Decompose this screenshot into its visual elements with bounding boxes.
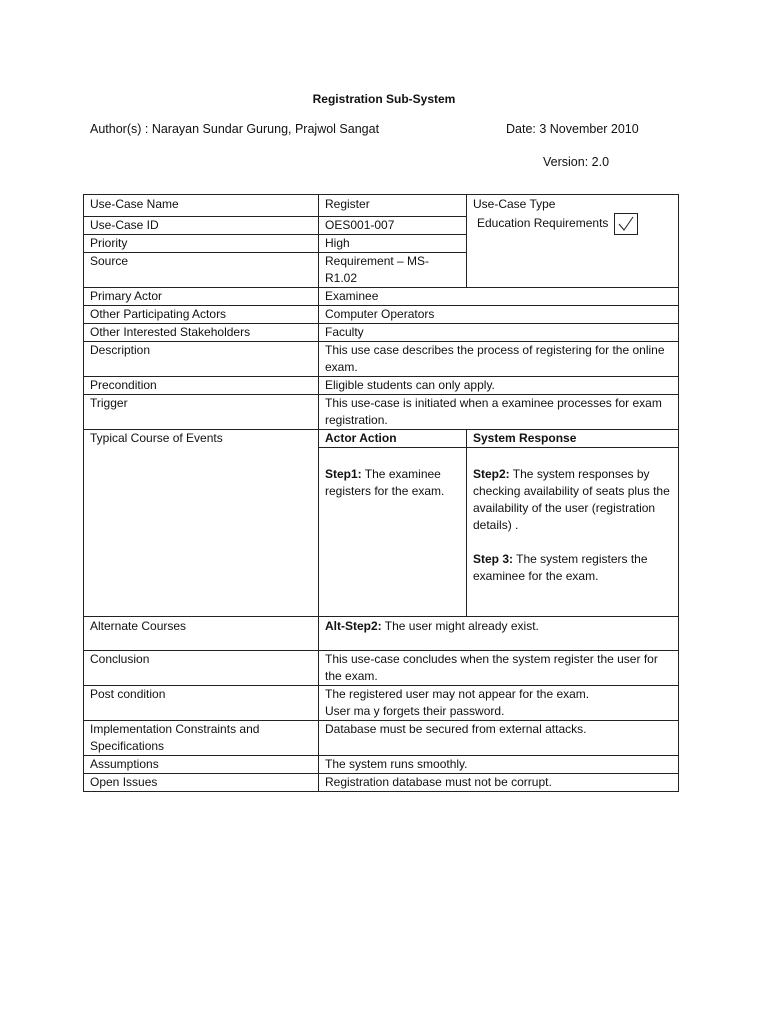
alternate-courses-label: Alternate Courses: [84, 617, 319, 651]
step2: Step2: The system responses by checking availability of seats plus the availability of the user (registration details) .: [473, 467, 670, 532]
stakeholders-value: Faculty: [319, 324, 679, 342]
alternate-courses-value: Alt-Step2: The user might already exist.: [319, 617, 679, 651]
stakeholders-label: Other Interested Stakeholders: [84, 324, 319, 342]
actor-action-steps: [319, 448, 467, 617]
priority-label: Priority: [84, 235, 319, 253]
system-response-steps: [467, 448, 679, 617]
open-issues-value: Registration database must not be corrupt.: [319, 774, 679, 792]
assumptions-label: Assumptions: [84, 756, 319, 774]
postcondition-value: The registered user may not appear for the exam. User ma y forgets their password.: [319, 686, 679, 721]
checkmark-icon: [617, 216, 635, 232]
open-issues-label: Open Issues: [84, 774, 319, 792]
document-title: Registration Sub-System: [312, 92, 456, 106]
date-line: Date: 3 November 2010: [506, 122, 639, 136]
use-case-name-value: Register: [319, 195, 467, 217]
other-actors-value: Computer Operators: [319, 306, 679, 324]
authors-line: Author(s) : Narayan Sundar Gurung, Prajwol Sangat: [90, 122, 380, 136]
use-case-id-label: Use-Case ID: [84, 217, 319, 235]
trigger-value: This use-case is initiated when a examinee processes for exam registration.: [319, 395, 679, 430]
step1: Step1: The examinee registers for the exam.: [325, 467, 445, 498]
description-value: This use case describes the process of registering for the online exam.: [319, 342, 679, 377]
checkmark-box: [614, 213, 638, 235]
implementation-label: Implementation Constraints and Specifications: [84, 721, 319, 756]
priority-value: High: [319, 235, 467, 253]
use-case-type-cell: [467, 195, 679, 288]
assumptions-value: The system runs smoothly.: [319, 756, 679, 774]
description-label: Description: [84, 342, 319, 377]
postcondition-label: Post condition: [84, 686, 319, 721]
trigger-label: Trigger: [84, 395, 319, 430]
source-value: Requirement – MS-R1.02: [319, 253, 467, 288]
other-actors-label: Other Participating Actors: [84, 306, 319, 324]
actor-action-header: Actor Action: [319, 430, 467, 448]
conclusion-value: This use-case concludes when the system register the user for the exam.: [319, 651, 679, 686]
conclusion-label: Conclusion: [84, 651, 319, 686]
source-label: Source: [84, 253, 319, 288]
implementation-value: Database must be secured from external attacks.: [319, 721, 679, 756]
primary-actor-value: Examinee: [319, 288, 679, 306]
use-case-type-label: Use-Case Type: [473, 197, 556, 211]
typical-course-label: Typical Course of Events: [84, 430, 319, 617]
step3: Step 3: The system registers the examinee for the exam.: [473, 552, 648, 583]
use-case-table: [83, 194, 679, 792]
primary-actor-label: Primary Actor: [84, 288, 319, 306]
version-line: Version: 2.0: [543, 155, 610, 169]
use-case-name-label: Use-Case Name: [84, 195, 319, 217]
use-case-type-value: Education Requirements: [477, 216, 609, 231]
use-case-id-value: OES001-007: [319, 217, 467, 235]
precondition-value: Eligible students can only apply.: [319, 377, 679, 395]
system-response-header: System Response: [467, 430, 679, 448]
precondition-label: Precondition: [84, 377, 319, 395]
